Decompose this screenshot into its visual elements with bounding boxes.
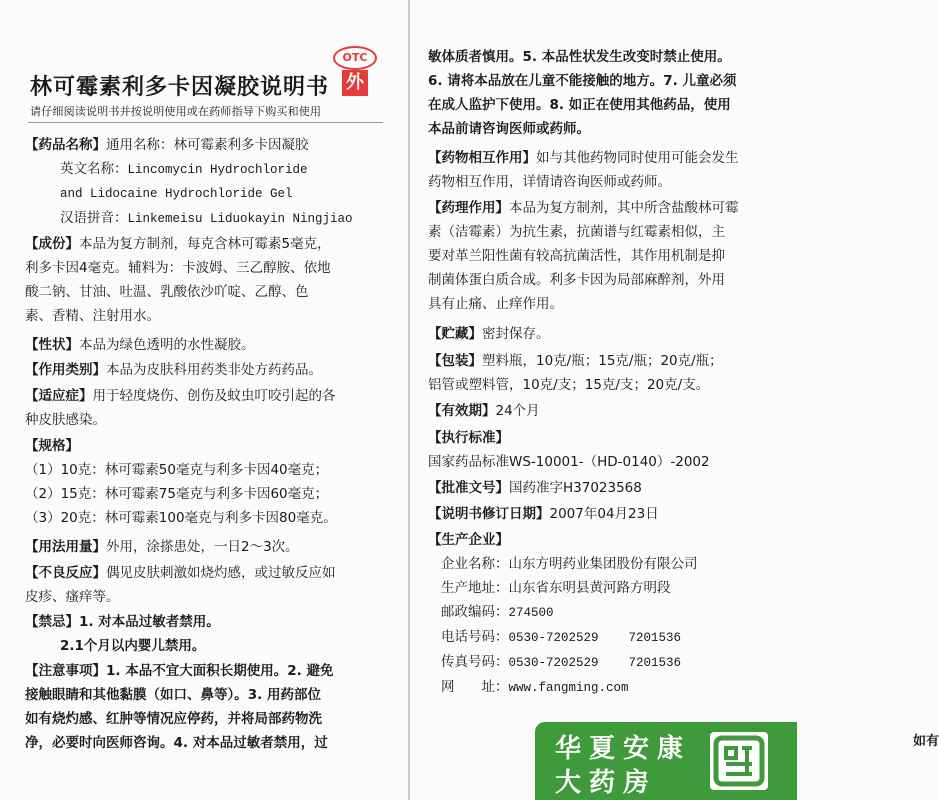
interaction-line: 如与其他药物同时使用可能会发生 (536, 150, 739, 166)
company-label: 企业名称： (441, 556, 509, 572)
appearance-text: 本品为绿色透明的水性凝胶。 (79, 337, 255, 353)
standard-text: 国家药品标准WS-10001-（HD-0140）-2002 (428, 454, 710, 470)
ingredients-line: 酸二钠、甘油、吐温、乳酸依沙吖啶、乙醇、色 (25, 284, 309, 300)
section-label: 【用法用量】 (25, 539, 106, 555)
watermark-line1: 华夏安康 (555, 734, 692, 764)
section-label: 【禁忌】 (25, 614, 79, 630)
zip-label: 邮政编码： (441, 604, 509, 620)
document-subtitle: 请仔细阅读说明书并按说明使用或在药师指导下购买和使用 (30, 105, 322, 118)
contraindication-line: 1. 对本品过敏者禁用。 (79, 614, 220, 630)
section-label: 【不良反应】 (25, 565, 106, 581)
pharmacology-line: 制菌体蛋白质合成。利多卡因为局部麻醉剂，外用 (428, 272, 725, 288)
section-label: 【适应症】 (25, 388, 93, 404)
pinyin-label: 汉语拼音： (60, 210, 128, 226)
dosage-text: 外用，涂搽患处，一日2～3次。 (106, 539, 299, 555)
section-label: 【贮藏】 (428, 326, 482, 342)
category-section (25, 358, 380, 382)
package-line: 塑料瓶，10克/瓶；15克/瓶；20克/瓶； (482, 353, 723, 369)
interaction-section (428, 146, 793, 194)
spec-line: （2）15克：林可霉素75毫克与利多卡因60毫克； (25, 486, 329, 502)
english-name-line2: and Lidocaine Hydrochloride Gel (60, 187, 293, 201)
section-label: 【注意事项】 (25, 663, 106, 679)
precautions-continued (428, 45, 793, 141)
watermark-line2: 大药房 (555, 768, 658, 798)
external-use-badge: 外 (342, 70, 368, 96)
precautions-line: 净，必要时向医师咨询。4. 对本品过敏者禁用，过 (25, 735, 328, 751)
section-label: 【生产企业】 (428, 532, 509, 548)
fax-label: 传真号码： (441, 654, 509, 670)
precautions-line: 如有烧灼感、红肿等情况应停药，并将局部药物洗 (25, 711, 322, 727)
pharmacology-line: 要对革兰阳性菌有较高抗菌活性，其作用机制是抑 (428, 248, 725, 264)
storage-section (428, 322, 793, 346)
contraindication-section (25, 610, 380, 658)
precautions-line: 1. 本品不宜大面积长期使用。2. 避免 (106, 663, 334, 679)
section-label: 【成份】 (25, 236, 79, 252)
title-rule (28, 122, 383, 123)
precautions-line: 在成人监护下使用。8. 如正在使用其他药品，使用 (428, 97, 731, 113)
section-label: 【说明书修订日期】 (428, 506, 550, 522)
adverse-section (25, 561, 380, 609)
adverse-line: 皮疹、瘙痒等。 (25, 589, 120, 605)
approval-section (428, 476, 793, 500)
manufacturer-section (428, 528, 793, 700)
ingredients-line: 素、香精、注射用水。 (25, 308, 160, 324)
generic-name: 通用名称：林可霉素利多卡因凝胶 (106, 137, 309, 153)
otc-badge: OTC (333, 46, 377, 70)
pharmacology-line: 具有止痛、止痒作用。 (428, 296, 563, 312)
section-label: 【药理作用】 (428, 200, 509, 216)
category-text: 本品为皮肤科用药类非处方药药品。 (106, 362, 322, 378)
pharmacology-line: 素（洁霉素）为抗生素，抗菌谱与红霉素相似，主 (428, 224, 725, 240)
website-url[interactable]: www.fangming.com (508, 681, 629, 695)
section-label: 【性状】 (25, 337, 79, 353)
fax-number: 0530-7202529 7201536 (508, 656, 682, 670)
pharmacy-logo-graphic (710, 732, 768, 790)
indication-line: 用于轻度烧伤、创伤及蚊虫叮咬引起的各 (92, 388, 336, 404)
pharmacology-line: 本品为复方制剂，其中所含盐酸林可霉 (509, 200, 739, 216)
precautions-line: 本品前请咨询医师或药师。 (428, 121, 590, 137)
expiry-text: 24个月 (495, 403, 540, 419)
section-label: 【执行标准】 (428, 430, 509, 446)
phone-label: 电话号码： (441, 629, 509, 645)
section-label: 【规格】 (25, 438, 79, 454)
approval-number: 国药准字H37023568 (509, 480, 642, 496)
drug-name-section (25, 133, 380, 231)
english-name-line1: Lincomycin Hydrochloride (127, 163, 308, 177)
precautions-line: 接触眼睛和其他黏膜（如口、鼻等）。3. 用药部位 (25, 687, 321, 703)
adverse-line: 偶见皮肤刺激如烧灼感，或过敏反应如 (106, 565, 336, 581)
address-text: 山东省东明县黄河路方明段 (508, 580, 671, 596)
standard-section (428, 426, 793, 474)
pharmacy-logo-icon (710, 732, 768, 790)
spec-line: （1）10克：林可霉素50毫克与利多卡因40毫克； (25, 462, 329, 478)
pharmacology-section (428, 196, 793, 316)
english-name-label: 英文名称： (60, 161, 128, 177)
cut-off-text: 如有 (913, 734, 939, 749)
storage-text: 密封保存。 (482, 326, 550, 342)
dosage-section (25, 535, 380, 559)
revision-date: 2007年04月23日 (549, 506, 659, 522)
spec-line: （3）20克：林可霉素100毫克与利多卡因80毫克。 (25, 510, 337, 526)
indication-line: 种皮肤感染。 (25, 412, 106, 428)
ingredients-section (25, 232, 380, 328)
left-column (0, 0, 388, 800)
company-name: 山东方明药业集团股份有限公司 (508, 556, 698, 572)
ingredients-line: 本品为复方制剂，每克含林可霉素5毫克， (79, 236, 331, 252)
expiry-section (428, 399, 793, 423)
pinyin-name: Linkemeisu Liduokayin Ningjiao (127, 212, 353, 226)
ingredients-line: 利多卡因4毫克。辅料为：卡波姆、三乙醇胺、依地 (25, 260, 331, 276)
contraindication-line: 2.1个月以内婴儿禁用。 (60, 638, 206, 654)
section-label: 【药品名称】 (25, 137, 106, 153)
section-label: 【药物相互作用】 (428, 150, 536, 166)
interaction-line: 药物相互作用，详情请咨询医师或药师。 (428, 174, 671, 190)
precautions-line: 敏体质者慎用。5. 本品性状发生改变时禁止使用。 (428, 49, 731, 65)
revision-section (428, 502, 793, 526)
zip-code: 274500 (508, 606, 554, 620)
column-divider (408, 0, 410, 800)
section-label: 【批准文号】 (428, 480, 509, 496)
spec-section (25, 434, 380, 530)
package-line: 铝管或塑料管，10克/支；15克/支；20克/支。 (428, 377, 710, 393)
section-label: 【有效期】 (428, 403, 496, 419)
appearance-section (25, 333, 380, 357)
precautions-line: 6. 请将本品放在儿童不能接触的地方。7. 儿童必须 (428, 73, 737, 89)
phone-number: 0530-7202529 7201536 (508, 631, 682, 645)
section-label: 【作用类别】 (25, 362, 106, 378)
right-column (420, 0, 939, 800)
address-label: 生产地址： (441, 580, 509, 596)
indication-section (25, 384, 380, 432)
pharmacy-watermark (535, 722, 797, 800)
package-section (428, 349, 793, 397)
section-label: 【包装】 (428, 353, 482, 369)
precautions-section (25, 659, 380, 755)
website-label: 网 址： (441, 679, 509, 695)
document-title: 林可霉素利多卡因凝胶说明书 (30, 75, 330, 100)
